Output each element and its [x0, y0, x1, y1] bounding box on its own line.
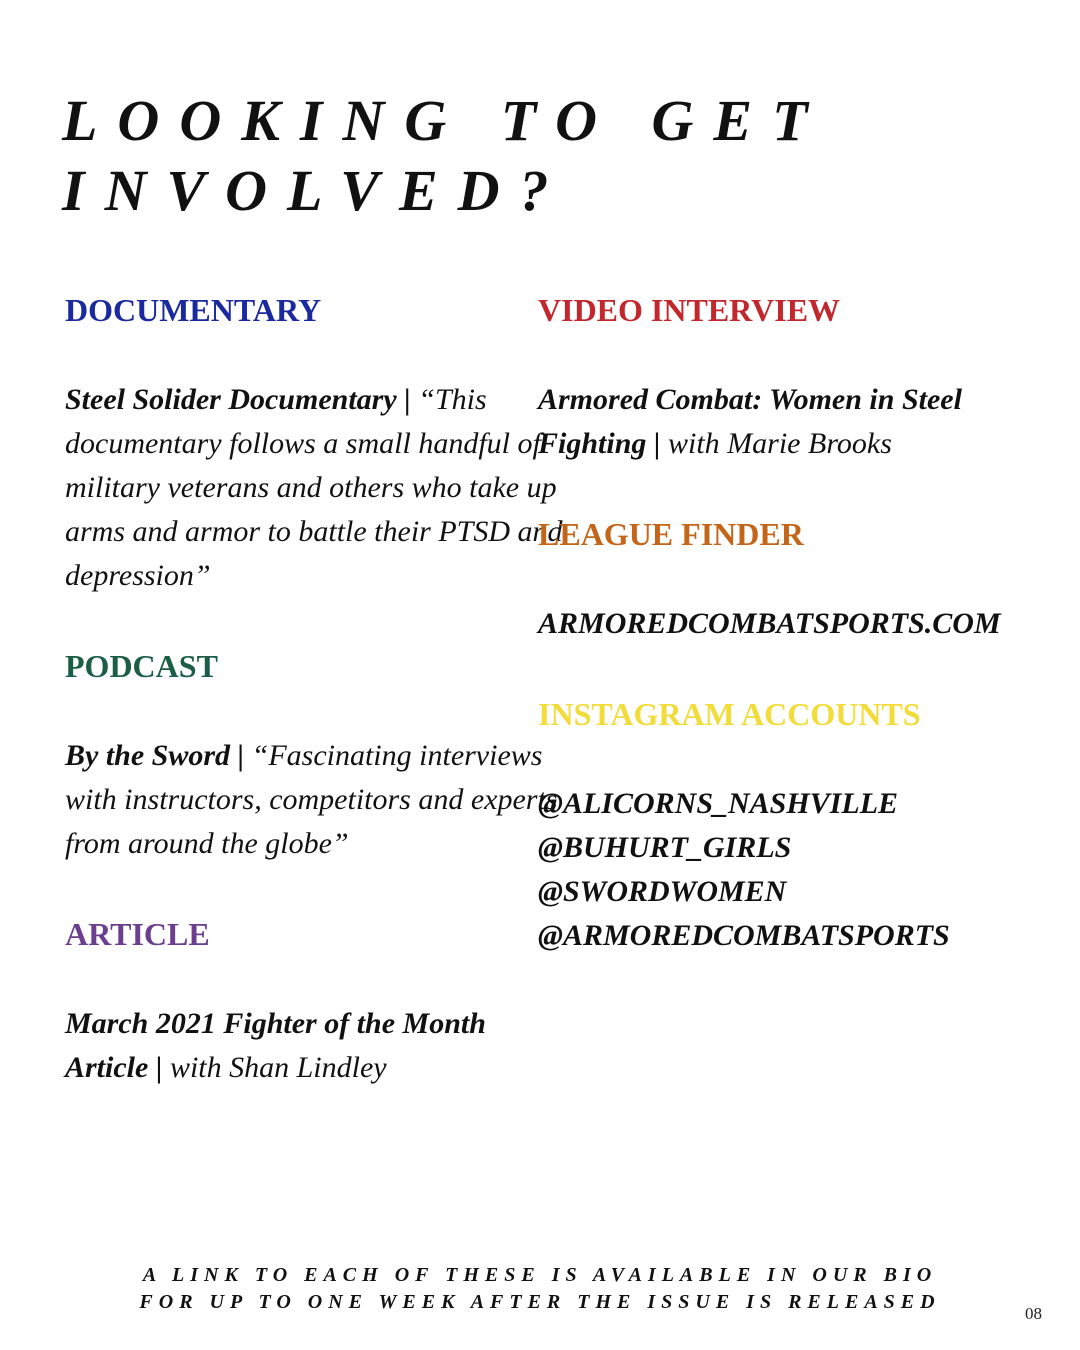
article-section: [65, 914, 565, 1090]
video-interview-heading: VIDEO INTERVIEW: [538, 292, 841, 328]
video-interview-guest: with Marie Brooks: [668, 427, 892, 460]
instagram-handle[interactable]: @SWORDWOMEN: [538, 875, 787, 908]
documentary-title[interactable]: Steel Solider Documentary |: [65, 383, 411, 416]
footer-note: [0, 1262, 1080, 1316]
right-column: [538, 290, 1058, 958]
league-finder-link-line: [538, 602, 1058, 646]
instagram-handle-list: [538, 782, 1058, 958]
documentary-heading: DOCUMENTARY: [65, 292, 322, 328]
video-interview-title[interactable]: Armored Combat: Women in Steel Fighting |: [538, 383, 962, 460]
documentary-section: [65, 290, 565, 598]
instagram-handle[interactable]: @ALICORNS_NASHVILLE: [538, 787, 899, 820]
footer-line-2: FOR UP TO ONE WEEK AFTER THE ISSUE IS RELEASED: [139, 1291, 941, 1313]
podcast-heading: PODCAST: [65, 648, 218, 684]
video-interview-section: [538, 290, 1058, 466]
article-author: with Shan Lindley: [169, 1051, 387, 1084]
article-heading: ARTICLE: [65, 916, 210, 952]
podcast-section: [65, 646, 565, 866]
footer-line-1: A LINK TO EACH OF THESE IS AVAILABLE IN OUR BIO: [142, 1264, 938, 1286]
instagram-handle[interactable]: @BUHURT_GIRLS: [538, 831, 792, 864]
left-column: [65, 290, 565, 1090]
article-title[interactable]: March 2021 Fighter of the Month Article |: [65, 1007, 486, 1084]
page-number: 08: [1025, 1304, 1042, 1323]
article-description[interactable]: [65, 1002, 565, 1090]
podcast-quote: “Fascinating interviews with instructors, competitors and experts from around the globe”: [65, 739, 558, 860]
page-title-line-1: LOOKING TO GET: [62, 88, 828, 153]
league-finder-section: [538, 514, 1058, 646]
podcast-title[interactable]: By the Sword |: [65, 739, 245, 772]
podcast-description[interactable]: [65, 734, 565, 866]
page-title-line-2: INVOLVED?: [62, 158, 569, 223]
documentary-description[interactable]: [65, 378, 565, 598]
instagram-heading: INSTAGRAM ACCOUNTS: [538, 696, 921, 732]
video-interview-description[interactable]: [538, 378, 1058, 466]
league-finder-heading: LEAGUE FINDER: [538, 516, 804, 552]
instagram-handle[interactable]: @ARMOREDCOMBATSPORTS: [538, 919, 950, 952]
instagram-section: [538, 694, 1058, 958]
documentary-quote: “This documentary follows a small handful of military veterans and others who take up arms and armor to battle their PTSD and depression”: [65, 383, 563, 592]
page-title: [62, 86, 1022, 226]
league-finder-link[interactable]: ARMOREDCOMBATSPORTS.COM: [538, 607, 1001, 640]
